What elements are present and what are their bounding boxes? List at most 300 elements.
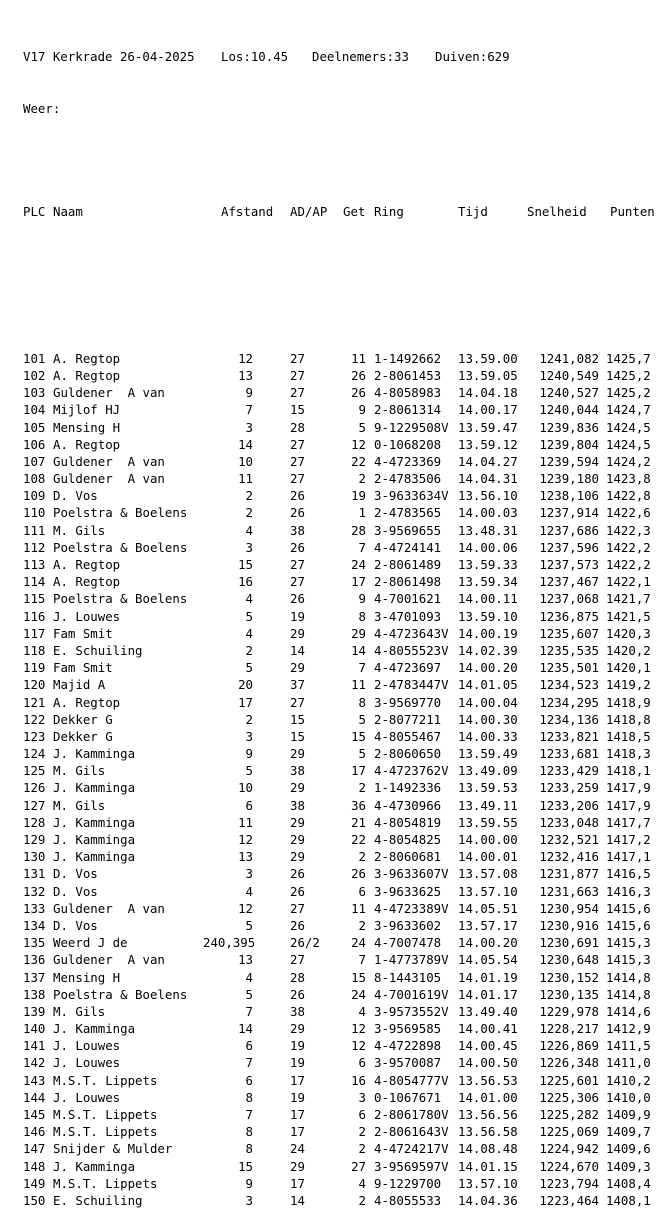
cell-plc: 114 bbox=[23, 574, 46, 590]
cell-afstand: 12 bbox=[238, 350, 253, 366]
cell-get: 2 bbox=[358, 780, 366, 796]
cell-ring: 4-8058983 bbox=[374, 385, 442, 401]
cell-tijd: 14.00.00 bbox=[458, 832, 518, 848]
table-row bbox=[23, 694, 651, 711]
cell-naam: Mijlof HJ bbox=[53, 402, 121, 418]
cell-snelheid: 1230,916 bbox=[539, 917, 599, 933]
cell-get: 6 bbox=[358, 1107, 366, 1123]
cell-afstand: 9 bbox=[245, 1175, 253, 1191]
cell-snelheid: 1230,135 bbox=[539, 986, 599, 1002]
cell-naam: E. Schuiling bbox=[53, 1192, 143, 1208]
column-headers bbox=[23, 203, 655, 220]
table-row bbox=[23, 711, 651, 728]
table-row bbox=[23, 1158, 651, 1175]
table-row bbox=[23, 865, 651, 882]
cell-snelheid: 1233,259 bbox=[539, 780, 599, 796]
table-row bbox=[23, 779, 651, 796]
cell-naam: Guldener A van bbox=[53, 471, 165, 487]
cell-ring: 2-8077211 bbox=[374, 711, 442, 727]
table-row bbox=[23, 1192, 651, 1209]
cell-tijd: 13.56.56 bbox=[458, 1107, 518, 1123]
cell-ring: 8-1443105 bbox=[374, 969, 442, 985]
cell-get: 15 bbox=[351, 969, 366, 985]
cell-snelheid: 1233,681 bbox=[539, 746, 599, 762]
cell-adap: 26 bbox=[290, 986, 305, 1002]
cell-adap: 28 bbox=[290, 969, 305, 985]
cell-ring: 2-8061489 bbox=[374, 557, 442, 573]
cell-get: 6 bbox=[358, 883, 366, 899]
cell-snelheid: 1224,670 bbox=[539, 1158, 599, 1174]
cell-ring: 2-8061498 bbox=[374, 574, 442, 590]
cell-adap: 27 bbox=[290, 367, 305, 383]
cell-snelheid: 1234,523 bbox=[539, 677, 599, 693]
cell-plc: 104 bbox=[23, 402, 46, 418]
cell-tijd: 14.00.50 bbox=[458, 1055, 518, 1071]
cell-afstand: 14 bbox=[238, 436, 253, 452]
cell-naam: D. Vos bbox=[53, 883, 98, 899]
cell-get: 24 bbox=[351, 935, 366, 951]
cell-punten: 1417,7 bbox=[606, 814, 651, 830]
cell-punten: 1418,1 bbox=[606, 763, 651, 779]
cell-tijd: 14.00.30 bbox=[458, 711, 518, 727]
cell-plc: 147 bbox=[23, 1141, 46, 1157]
cell-get: 2 bbox=[358, 1124, 366, 1140]
cell-afstand: 4 bbox=[245, 522, 253, 538]
cell-get: 2 bbox=[358, 917, 366, 933]
cell-tijd: 14.01.00 bbox=[458, 1089, 518, 1105]
cell-get: 12 bbox=[351, 436, 366, 452]
cell-adap: 15 bbox=[290, 402, 305, 418]
cell-snelheid: 1235,535 bbox=[539, 642, 599, 658]
cell-ring: 3-9633607V bbox=[374, 866, 449, 882]
cell-adap: 24 bbox=[290, 1141, 305, 1157]
cell-plc: 129 bbox=[23, 832, 46, 848]
cell-tijd: 13.59.12 bbox=[458, 436, 518, 452]
cell-naam: J. Louwes bbox=[53, 608, 121, 624]
cell-naam: E. Schuiling bbox=[53, 642, 143, 658]
cell-adap: 27 bbox=[290, 900, 305, 916]
cell-ring: 0-1068208 bbox=[374, 436, 442, 452]
cell-snelheid: 1231,877 bbox=[539, 866, 599, 882]
cell-get: 7 bbox=[358, 952, 366, 968]
cell-plc: 126 bbox=[23, 780, 46, 796]
cell-get: 26 bbox=[351, 866, 366, 882]
cell-afstand: 13 bbox=[238, 849, 253, 865]
cell-plc: 125 bbox=[23, 763, 46, 779]
cell-afstand: 4 bbox=[245, 883, 253, 899]
cell-tijd: 13.57.10 bbox=[458, 1175, 518, 1191]
cell-punten: 1420,3 bbox=[606, 625, 651, 641]
cell-adap: 17 bbox=[290, 1124, 305, 1140]
cell-tijd: 14.00.20 bbox=[458, 660, 518, 676]
cell-punten: 1415,3 bbox=[606, 935, 651, 951]
table-row bbox=[23, 659, 651, 676]
cell-tijd: 13.56.58 bbox=[458, 1124, 518, 1140]
cell-ring: 4-4730966 bbox=[374, 797, 442, 813]
cell-naam: Weerd J de bbox=[53, 935, 128, 951]
cell-tijd: 14.00.03 bbox=[458, 505, 518, 521]
cell-punten: 1425,2 bbox=[606, 385, 651, 401]
cell-adap: 14 bbox=[290, 642, 305, 658]
cell-tijd: 14.00.33 bbox=[458, 728, 518, 744]
cell-get: 17 bbox=[351, 574, 366, 590]
race-header bbox=[23, 48, 510, 65]
cell-get: 17 bbox=[351, 763, 366, 779]
cell-punten: 1418,5 bbox=[606, 728, 651, 744]
cell-get: 36 bbox=[351, 797, 366, 813]
cell-plc: 140 bbox=[23, 1021, 46, 1037]
cell-ring: 3-9569597V bbox=[374, 1158, 449, 1174]
cell-snelheid: 1231,663 bbox=[539, 883, 599, 899]
cell-snelheid: 1235,501 bbox=[539, 660, 599, 676]
cell-ring: 4-4723762V bbox=[374, 763, 449, 779]
cell-ring: 4-4723697 bbox=[374, 660, 442, 676]
cell-naam: Guldener A van bbox=[53, 900, 165, 916]
cell-snelheid: 1230,691 bbox=[539, 935, 599, 951]
cell-plc: 108 bbox=[23, 471, 46, 487]
cell-adap: 29 bbox=[290, 1158, 305, 1174]
cell-adap: 27 bbox=[290, 574, 305, 590]
cell-snelheid: 1233,821 bbox=[539, 728, 599, 744]
cell-punten: 1422,2 bbox=[606, 557, 651, 573]
cell-ring: 2-8061643V bbox=[374, 1124, 449, 1140]
cell-ring: 4-8055523V bbox=[374, 642, 449, 658]
cell-naam: J. Kamminga bbox=[53, 1021, 136, 1037]
cell-snelheid: 1230,648 bbox=[539, 952, 599, 968]
cell-ring: 4-4723369 bbox=[374, 453, 442, 469]
cell-naam: J. Louwes bbox=[53, 1038, 121, 1054]
cell-plc: 150 bbox=[23, 1192, 46, 1208]
cell-punten: 1412,9 bbox=[606, 1021, 651, 1037]
cell-afstand: 10 bbox=[238, 453, 253, 469]
cell-plc: 115 bbox=[23, 591, 46, 607]
cell-tijd: 14.00.19 bbox=[458, 625, 518, 641]
cell-adap: 19 bbox=[290, 1038, 305, 1054]
cell-get: 26 bbox=[351, 367, 366, 383]
cell-naam: A. Regtop bbox=[53, 350, 121, 366]
cell-punten: 1416,3 bbox=[606, 883, 651, 899]
cell-punten: 1422,1 bbox=[606, 574, 651, 590]
cell-tijd: 13.59.05 bbox=[458, 367, 518, 383]
cell-naam: M.S.T. Lippets bbox=[53, 1072, 158, 1088]
cell-get: 24 bbox=[351, 986, 366, 1002]
cell-ring: 4-8054819 bbox=[374, 814, 442, 830]
table-row bbox=[23, 1175, 651, 1192]
cell-get: 28 bbox=[351, 522, 366, 538]
cell-snelheid: 1225,282 bbox=[539, 1107, 599, 1123]
cell-afstand: 4 bbox=[245, 969, 253, 985]
cell-adap: 26 bbox=[290, 591, 305, 607]
cell-ring: 4-8055533 bbox=[374, 1192, 442, 1208]
cell-afstand: 8 bbox=[245, 1089, 253, 1105]
cell-afstand: 14 bbox=[238, 1021, 253, 1037]
cell-plc: 128 bbox=[23, 814, 46, 830]
cell-punten: 1421,5 bbox=[606, 608, 651, 624]
table-row bbox=[23, 522, 651, 539]
cell-naam: Poelstra & Boelens bbox=[53, 505, 188, 521]
col-tijd: Tijd bbox=[458, 204, 488, 220]
cell-punten: 1408,4 bbox=[606, 1175, 651, 1191]
cell-punten: 1409,7 bbox=[606, 1124, 651, 1140]
cell-adap: 26 bbox=[290, 866, 305, 882]
cell-get: 4 bbox=[358, 1175, 366, 1191]
cell-adap: 26 bbox=[290, 505, 305, 521]
table-row bbox=[23, 917, 651, 934]
cell-snelheid: 1229,978 bbox=[539, 1003, 599, 1019]
cell-snelheid: 1240,549 bbox=[539, 367, 599, 383]
cell-ring: 3-9570087 bbox=[374, 1055, 442, 1071]
cell-get: 5 bbox=[358, 419, 366, 435]
cell-ring: 3-9573552V bbox=[374, 1003, 449, 1019]
cell-adap: 38 bbox=[290, 763, 305, 779]
cell-plc: 119 bbox=[23, 660, 46, 676]
cell-plc: 146 bbox=[23, 1124, 46, 1140]
cell-tijd: 14.04.31 bbox=[458, 471, 518, 487]
cell-afstand: 5 bbox=[245, 917, 253, 933]
cell-plc: 118 bbox=[23, 642, 46, 658]
cell-plc: 103 bbox=[23, 385, 46, 401]
cell-ring: 2-8060681 bbox=[374, 849, 442, 865]
cell-plc: 112 bbox=[23, 539, 46, 555]
cell-adap: 38 bbox=[290, 522, 305, 538]
cell-afstand: 16 bbox=[238, 574, 253, 590]
cell-punten: 1409,6 bbox=[606, 1141, 651, 1157]
cell-adap: 19 bbox=[290, 1055, 305, 1071]
cell-ring: 4-7001619V bbox=[374, 986, 449, 1002]
cell-plc: 131 bbox=[23, 866, 46, 882]
cell-punten: 1421,7 bbox=[606, 591, 651, 607]
cell-punten: 1424,7 bbox=[606, 402, 651, 418]
col-afstand: Afstand bbox=[221, 204, 274, 220]
cell-tijd: 14.08.48 bbox=[458, 1141, 518, 1157]
cell-punten: 1418,8 bbox=[606, 711, 651, 727]
table-row bbox=[23, 350, 651, 367]
cell-naam: J. Louwes bbox=[53, 1089, 121, 1105]
cell-naam: Guldener A van bbox=[53, 952, 165, 968]
cell-afstand: 8 bbox=[245, 1141, 253, 1157]
cell-snelheid: 1225,601 bbox=[539, 1072, 599, 1088]
cell-plc: 144 bbox=[23, 1089, 46, 1105]
cell-punten: 1423,8 bbox=[606, 471, 651, 487]
cell-naam: Mensing H bbox=[53, 419, 121, 435]
cell-naam: A. Regtop bbox=[53, 557, 121, 573]
cell-adap: 29 bbox=[290, 625, 305, 641]
cell-ring: 1-4773789V bbox=[374, 952, 449, 968]
cell-snelheid: 1236,875 bbox=[539, 608, 599, 624]
cell-plc: 136 bbox=[23, 952, 46, 968]
cell-snelheid: 1224,942 bbox=[539, 1141, 599, 1157]
cell-tijd: 13.59.49 bbox=[458, 746, 518, 762]
cell-plc: 138 bbox=[23, 986, 46, 1002]
cell-adap: 15 bbox=[290, 711, 305, 727]
cell-snelheid: 1240,527 bbox=[539, 385, 599, 401]
cell-plc: 116 bbox=[23, 608, 46, 624]
cell-ring: 4-8054777V bbox=[374, 1072, 449, 1088]
cell-snelheid: 1239,180 bbox=[539, 471, 599, 487]
cell-snelheid: 1237,467 bbox=[539, 574, 599, 590]
cell-punten: 1410,2 bbox=[606, 1072, 651, 1088]
cell-afstand: 3 bbox=[245, 728, 253, 744]
cell-naam: J. Kamminga bbox=[53, 832, 136, 848]
cell-naam: D. Vos bbox=[53, 866, 98, 882]
cell-tijd: 14.01.15 bbox=[458, 1158, 518, 1174]
cell-afstand: 2 bbox=[245, 642, 253, 658]
table-row bbox=[23, 831, 651, 848]
cell-snelheid: 1237,596 bbox=[539, 539, 599, 555]
cell-afstand: 2 bbox=[245, 505, 253, 521]
cell-afstand: 240,395 bbox=[203, 935, 256, 951]
cell-plc: 148 bbox=[23, 1158, 46, 1174]
table-row bbox=[23, 419, 651, 436]
cell-plc: 149 bbox=[23, 1175, 46, 1191]
cell-naam: D. Vos bbox=[53, 917, 98, 933]
cell-snelheid: 1239,836 bbox=[539, 419, 599, 435]
table-row bbox=[23, 556, 651, 573]
cell-get: 19 bbox=[351, 488, 366, 504]
cell-tijd: 13.59.53 bbox=[458, 780, 518, 796]
cell-naam: J. Kamminga bbox=[53, 814, 136, 830]
cell-adap: 17 bbox=[290, 1107, 305, 1123]
cell-punten: 1417,2 bbox=[606, 832, 651, 848]
cell-get: 15 bbox=[351, 728, 366, 744]
cell-snelheid: 1232,521 bbox=[539, 832, 599, 848]
cell-ring: 4-7001621 bbox=[374, 591, 442, 607]
cell-adap: 28 bbox=[290, 419, 305, 435]
cell-plc: 124 bbox=[23, 746, 46, 762]
cell-get: 22 bbox=[351, 453, 366, 469]
cell-plc: 101 bbox=[23, 350, 46, 366]
cell-ring: 4-4724141 bbox=[374, 539, 442, 555]
cell-tijd: 14.04.36 bbox=[458, 1192, 518, 1208]
cell-get: 7 bbox=[358, 660, 366, 676]
cell-snelheid: 1237,068 bbox=[539, 591, 599, 607]
cell-tijd: 14.00.11 bbox=[458, 591, 518, 607]
cell-afstand: 2 bbox=[245, 711, 253, 727]
cell-get: 11 bbox=[351, 350, 366, 366]
cell-punten: 1417,9 bbox=[606, 780, 651, 796]
cell-ring: 9-1229700 bbox=[374, 1175, 442, 1191]
cell-get: 6 bbox=[358, 1055, 366, 1071]
cell-snelheid: 1239,594 bbox=[539, 453, 599, 469]
cell-get: 8 bbox=[358, 608, 366, 624]
cell-snelheid: 1237,914 bbox=[539, 505, 599, 521]
cell-naam: Snijder & Mulder bbox=[53, 1141, 173, 1157]
cell-tijd: 14.01.17 bbox=[458, 986, 518, 1002]
cell-afstand: 6 bbox=[245, 1038, 253, 1054]
cell-punten: 1415,3 bbox=[606, 952, 651, 968]
cell-snelheid: 1234,136 bbox=[539, 711, 599, 727]
cell-punten: 1414,6 bbox=[606, 1003, 651, 1019]
cell-adap: 26 bbox=[290, 488, 305, 504]
cell-adap: 38 bbox=[290, 797, 305, 813]
table-row bbox=[23, 625, 651, 642]
cell-afstand: 11 bbox=[238, 471, 253, 487]
table-row bbox=[23, 590, 651, 607]
cell-tijd: 14.01.05 bbox=[458, 677, 518, 693]
cell-naam: D. Vos bbox=[53, 488, 98, 504]
cell-afstand: 20 bbox=[238, 677, 253, 693]
release-time: Los:10.45 bbox=[221, 49, 289, 65]
cell-afstand: 4 bbox=[245, 591, 253, 607]
table-row bbox=[23, 1003, 651, 1020]
cell-naam: A. Regtop bbox=[53, 574, 121, 590]
cell-adap: 26 bbox=[290, 883, 305, 899]
cell-ring: 2-4783506 bbox=[374, 471, 442, 487]
cell-adap: 19 bbox=[290, 608, 305, 624]
cell-plc: 135 bbox=[23, 935, 46, 951]
table-row bbox=[23, 1054, 651, 1071]
cell-get: 11 bbox=[351, 677, 366, 693]
cell-tijd: 13.57.08 bbox=[458, 866, 518, 882]
cell-naam: J. Kamminga bbox=[53, 780, 136, 796]
cell-afstand: 4 bbox=[245, 625, 253, 641]
cell-tijd: 14.01.19 bbox=[458, 969, 518, 985]
col-naam: Naam bbox=[53, 204, 83, 220]
cell-plc: 113 bbox=[23, 557, 46, 573]
cell-afstand: 5 bbox=[245, 986, 253, 1002]
cell-punten: 1422,3 bbox=[606, 522, 651, 538]
cell-ring: 1-1492662 bbox=[374, 350, 442, 366]
table-row bbox=[23, 745, 651, 762]
cell-snelheid: 1225,306 bbox=[539, 1089, 599, 1105]
cell-afstand: 11 bbox=[238, 814, 253, 830]
table-row bbox=[23, 642, 651, 659]
cell-tijd: 13.57.10 bbox=[458, 883, 518, 899]
cell-adap: 26 bbox=[290, 539, 305, 555]
cell-plc: 142 bbox=[23, 1055, 46, 1071]
cell-tijd: 14.00.41 bbox=[458, 1021, 518, 1037]
cell-ring: 4-4724217V bbox=[374, 1141, 449, 1157]
cell-tijd: 14.05.51 bbox=[458, 900, 518, 916]
table-row bbox=[23, 986, 651, 1003]
table-row bbox=[23, 453, 651, 470]
cell-afstand: 7 bbox=[245, 402, 253, 418]
cell-afstand: 2 bbox=[245, 488, 253, 504]
cell-punten: 1422,6 bbox=[606, 505, 651, 521]
cell-punten: 1415,6 bbox=[606, 917, 651, 933]
table-row bbox=[23, 470, 651, 487]
cell-tijd: 14.04.27 bbox=[458, 453, 518, 469]
cell-afstand: 13 bbox=[238, 367, 253, 383]
cell-ring: 4-8055467 bbox=[374, 728, 442, 744]
cell-plc: 134 bbox=[23, 917, 46, 933]
table-row bbox=[23, 676, 651, 693]
table-row bbox=[23, 797, 651, 814]
cell-get: 24 bbox=[351, 557, 366, 573]
cell-ring: 4-7007478 bbox=[374, 935, 442, 951]
cell-tijd: 14.00.01 bbox=[458, 849, 518, 865]
cell-tijd: 13.59.33 bbox=[458, 557, 518, 573]
cell-naam: Guldener A van bbox=[53, 453, 165, 469]
cell-get: 14 bbox=[351, 642, 366, 658]
cell-snelheid: 1228,217 bbox=[539, 1021, 599, 1037]
cell-plc: 137 bbox=[23, 969, 46, 985]
cell-afstand: 3 bbox=[245, 419, 253, 435]
cell-naam: Poelstra & Boelens bbox=[53, 986, 188, 1002]
cell-adap: 29 bbox=[290, 660, 305, 676]
cell-get: 9 bbox=[358, 591, 366, 607]
cell-adap: 15 bbox=[290, 728, 305, 744]
col-ring: Ring bbox=[374, 204, 404, 220]
cell-tijd: 13.48.31 bbox=[458, 522, 518, 538]
cell-punten: 1420,1 bbox=[606, 660, 651, 676]
cell-ring: 3-9569770 bbox=[374, 694, 442, 710]
table-row bbox=[23, 1072, 651, 1089]
cell-get: 5 bbox=[358, 746, 366, 762]
cell-naam: M.S.T. Lippets bbox=[53, 1175, 158, 1191]
cell-afstand: 5 bbox=[245, 660, 253, 676]
cell-adap: 27 bbox=[290, 557, 305, 573]
